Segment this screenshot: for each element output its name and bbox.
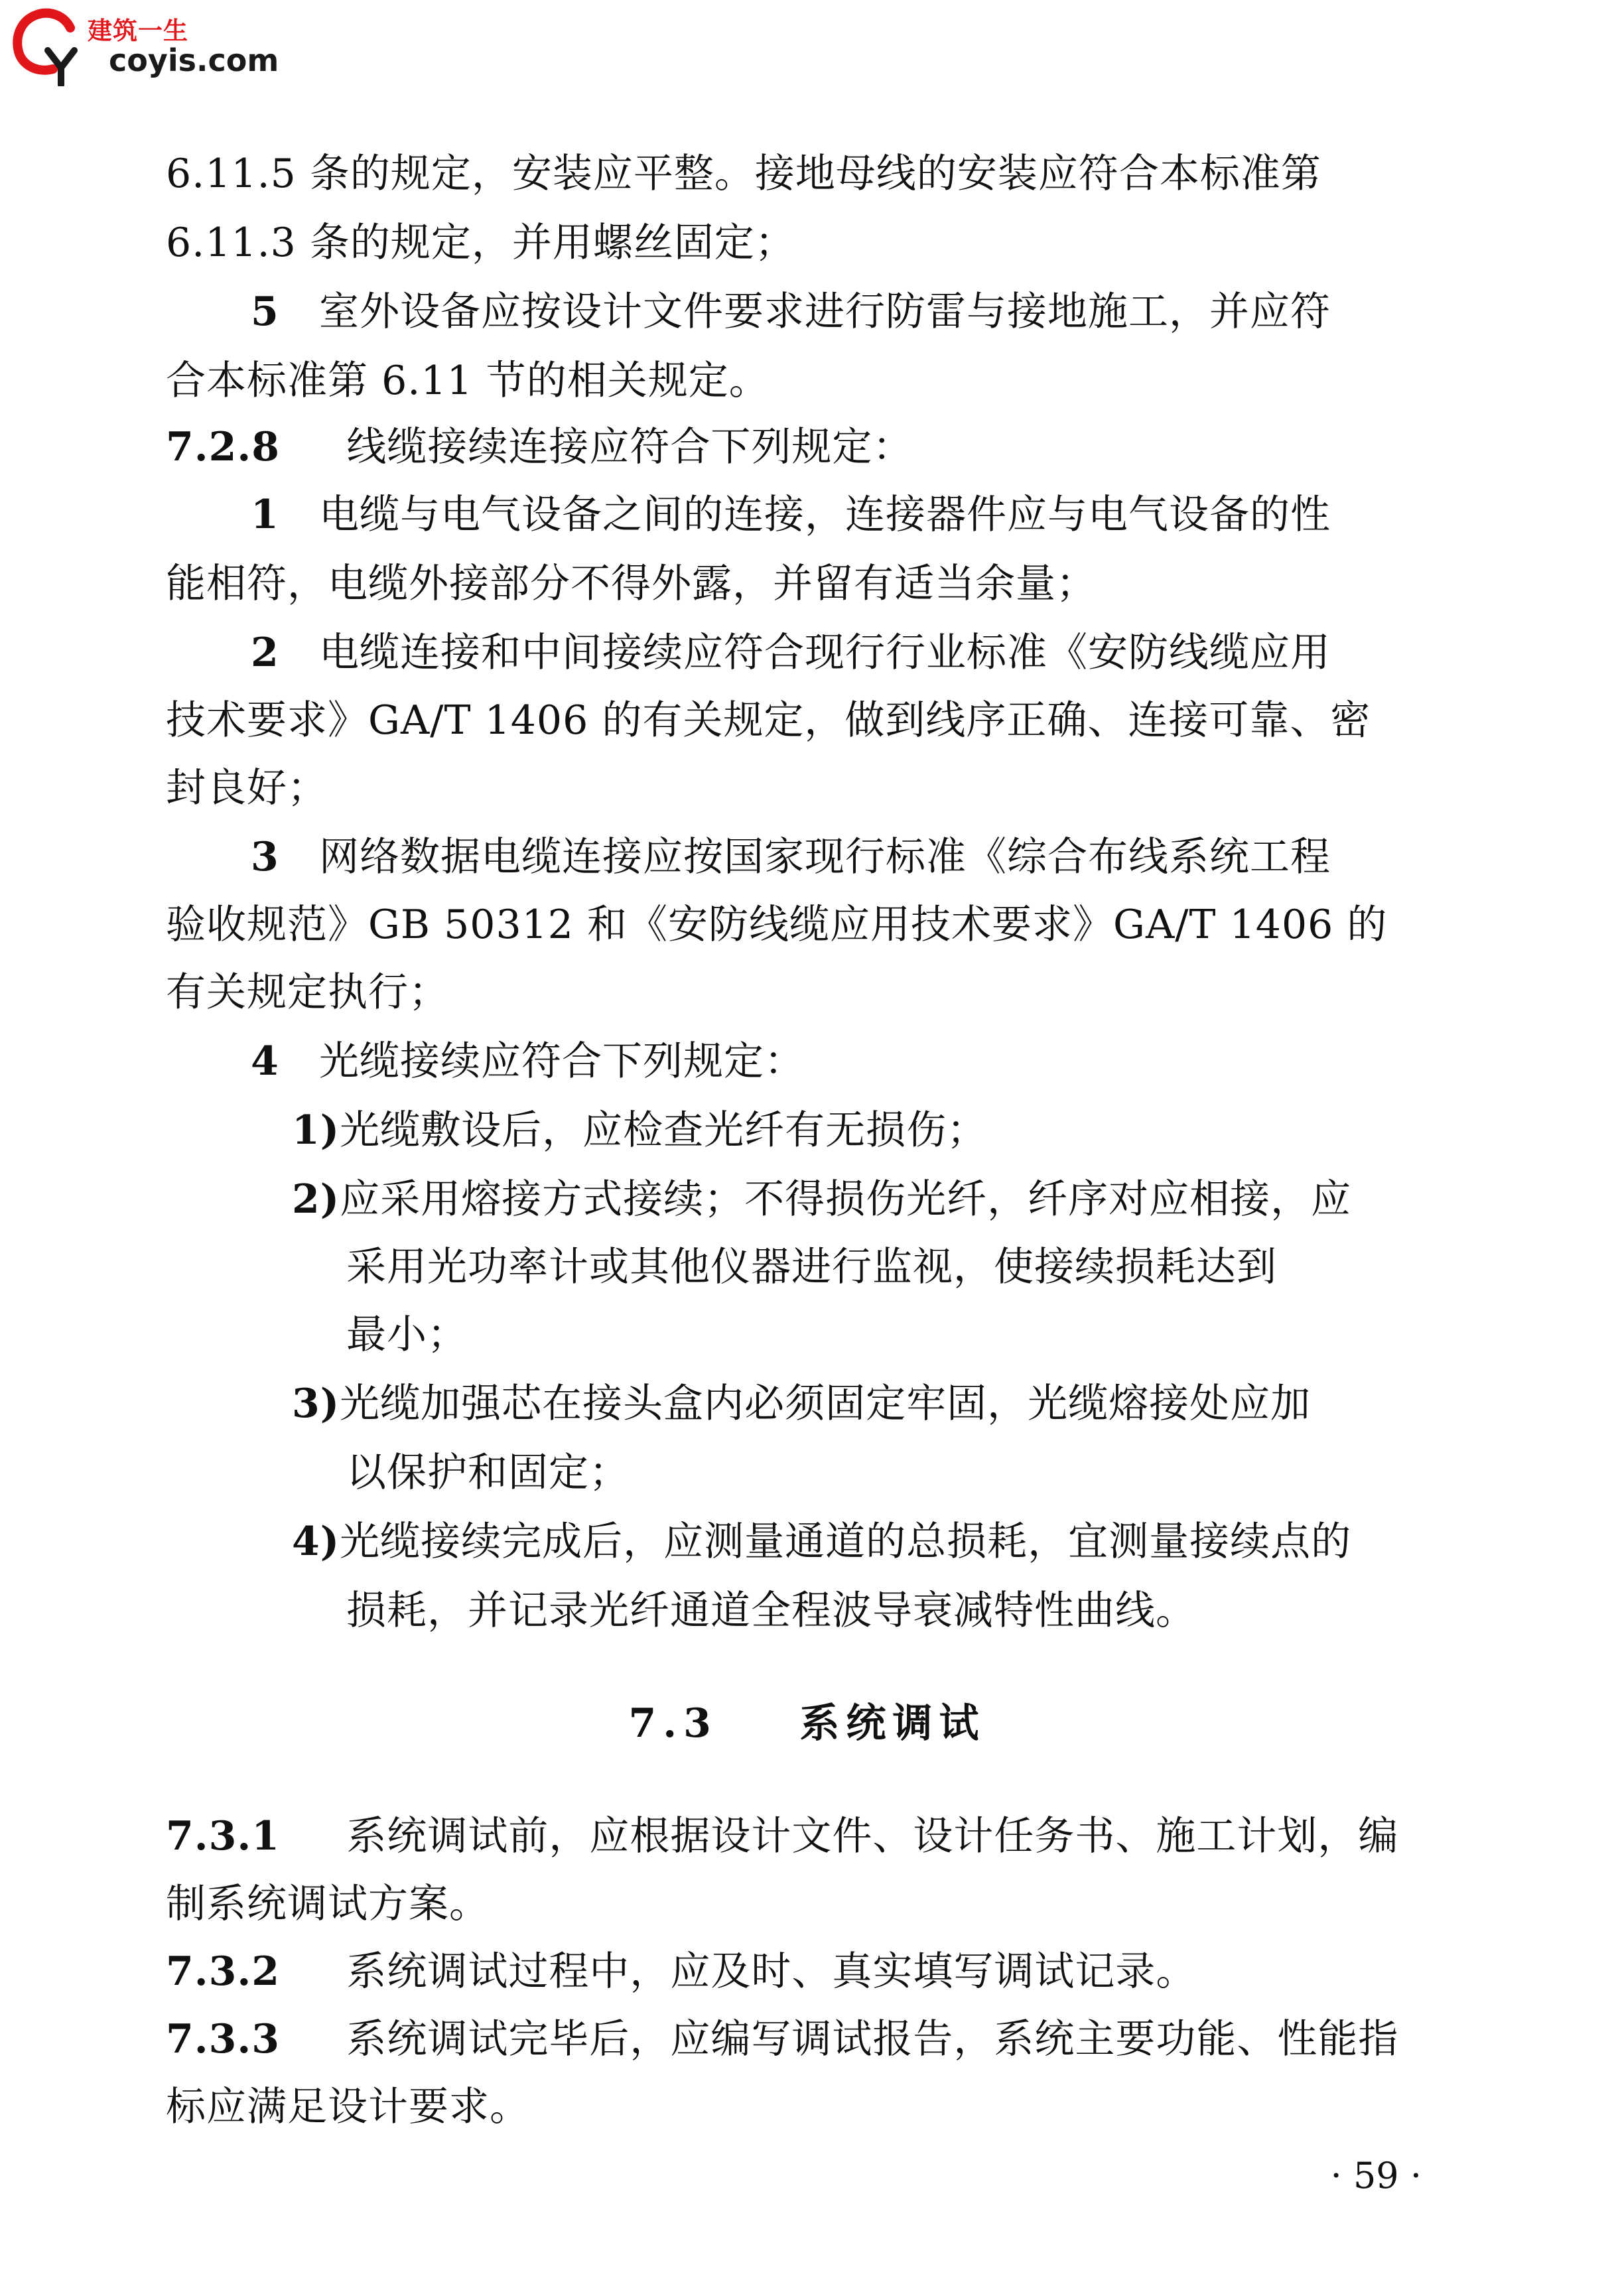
logo-url: coyis.com <box>109 42 279 78</box>
item-number: 3 <box>251 834 279 880</box>
sub-item-text: 应采用熔接方式接续；不得损伤光纤，纤序对应相接，应 <box>340 1176 1352 1223</box>
sub-item <box>292 1515 1351 1568</box>
list-item <box>251 488 1331 541</box>
sub-item <box>292 1104 987 1157</box>
section-title: 系统调试 <box>799 1700 986 1747</box>
page-number: · 59 · <box>1330 2155 1422 2196</box>
site-logo <box>9 4 295 86</box>
text-line: 合本标准第 6.11 节的相关规定。 <box>166 358 770 404</box>
text-line: 损耗，并记录光纤通道全程波导衰减特性曲线。 <box>346 1587 1196 1634</box>
sub-item-number: 2) <box>292 1176 340 1223</box>
text-line: 采用光功率计或其他仪器进行监视，使接续损耗达到 <box>346 1244 1277 1290</box>
sub-item-text: 光缆接续完成后，应测量通道的总损耗，宜测量接续点的 <box>340 1519 1352 1565</box>
clause-number: 7.3.2 <box>166 1948 281 1995</box>
text-line: 制系统调试方案。 <box>166 1881 490 1927</box>
clause-7-3-2 <box>166 1945 1196 1998</box>
item-text: 室外设备应按设计文件要求进行防雷与接地施工，并应符 <box>318 289 1331 335</box>
logo-title: 建筑一生 <box>88 17 188 45</box>
text-line: 技术要求》GA/T 1406 的有关规定，做到线序正确、连接可靠、密 <box>166 697 1371 744</box>
clause-7-3-3 <box>166 2013 1398 2066</box>
list-item <box>251 831 1331 884</box>
text-line: 标应满足设计要求。 <box>166 2084 530 2130</box>
clause-number: 7.2.8 <box>166 424 281 470</box>
item-text: 光缆接续应符合下列规定： <box>318 1038 805 1085</box>
text-line: 有关规定执行； <box>166 969 449 1016</box>
list-item <box>251 285 1331 338</box>
sub-item-text: 光缆敷设后，应检查光纤有无损伤； <box>340 1107 988 1154</box>
text-line: 封良好； <box>166 765 328 811</box>
item-text: 网络数据电缆连接应按国家现行标准《综合布线系统工程 <box>318 834 1331 880</box>
text-line: 6.11.5 条的规定，安装应平整。接地母线的安装应符合本标准第 <box>166 151 1321 197</box>
sub-item-number: 3) <box>292 1381 340 1427</box>
item-number: 4 <box>251 1038 279 1085</box>
item-text: 电缆与电气设备之间的连接，连接器件应与电气设备的性 <box>318 492 1331 538</box>
cy-logo-icon <box>9 4 89 86</box>
text-line: 以保护和固定； <box>346 1450 630 1496</box>
clause-text: 线缆接续连接应符合下列规定： <box>346 424 913 470</box>
clause-text: 系统调试前，应根据设计文件、设计任务书、施工计划，编 <box>346 1813 1399 1859</box>
text-line: 6.11.3 条的规定，并用螺丝固定； <box>166 220 795 266</box>
item-text: 电缆连接和中间接续应符合现行行业标准《安防线缆应用 <box>318 630 1331 676</box>
sub-item <box>292 1173 1351 1226</box>
list-item <box>251 626 1331 679</box>
text-line: 验收规范》GB 50312 和《安防线缆应用技术要求》GA/T 1406 的 <box>166 902 1388 948</box>
clause-7-3-1 <box>166 1810 1398 1863</box>
clause-7-2-8 <box>166 421 913 474</box>
section-number: 7.3 <box>628 1700 718 1747</box>
item-number: 2 <box>251 630 279 676</box>
sub-item-number: 1) <box>292 1107 340 1154</box>
clause-number: 7.3.1 <box>166 1813 281 1859</box>
text-line: 能相符，电缆外接部分不得外露，并留有适当余量； <box>166 561 1097 607</box>
item-number: 5 <box>251 289 279 335</box>
sub-item <box>292 1377 1311 1430</box>
section-heading <box>0 1697 1614 1750</box>
list-item <box>251 1035 805 1088</box>
text-line: 最小； <box>346 1312 468 1358</box>
clause-text: 系统调试完毕后，应编写调试报告，系统主要功能、性能指 <box>346 2016 1399 2062</box>
sub-item-number: 4) <box>292 1519 340 1565</box>
clause-text: 系统调试过程中，应及时、真实填写调试记录。 <box>346 1948 1197 1995</box>
clause-number: 7.3.3 <box>166 2016 281 2062</box>
item-number: 1 <box>251 492 279 538</box>
sub-item-text: 光缆加强芯在接头盒内必须固定牢固，光缆熔接处应加 <box>340 1381 1311 1427</box>
